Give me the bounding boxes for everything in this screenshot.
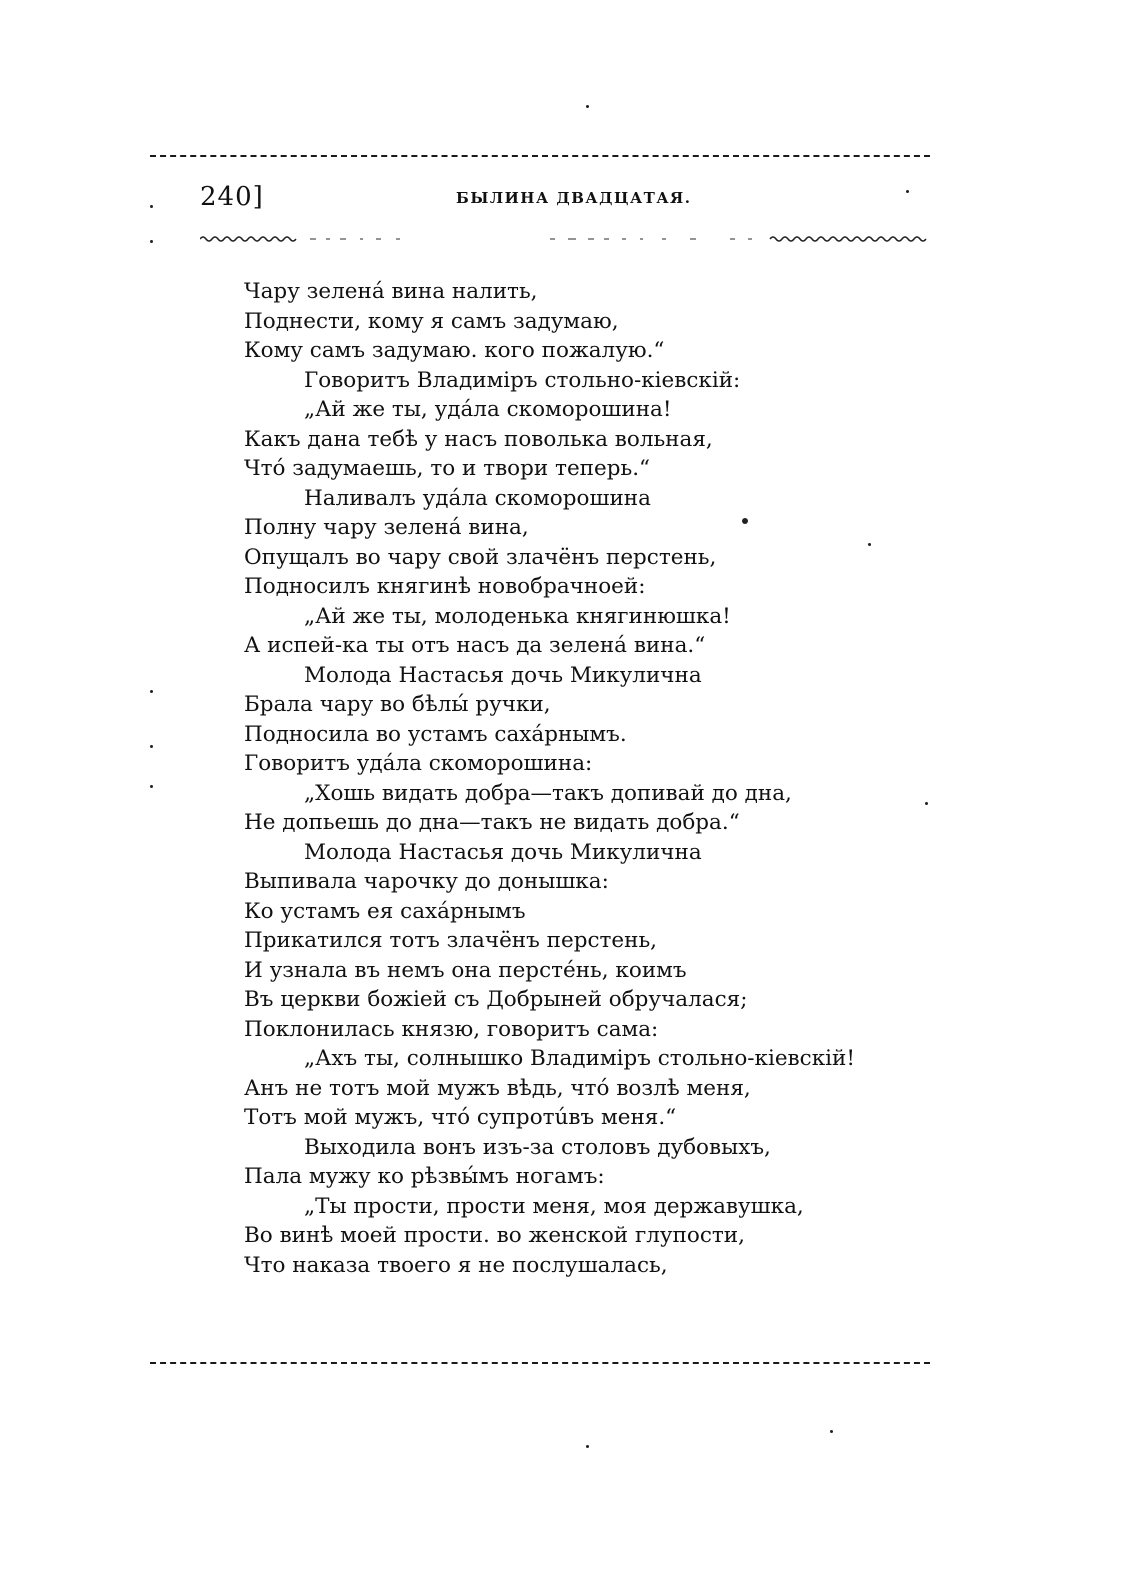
page-number: 240] [200, 182, 264, 212]
verse-line: Молода Настасья дочь Микулична [304, 662, 702, 688]
margin-speck [742, 518, 748, 524]
verse-line: Во винѣ моей прости. во женской глупости, [244, 1223, 745, 1248]
verse-line: Выпивала чарочку до донышка: [244, 869, 609, 894]
verse-line: Опущалъ во чару свой злачёнъ перстень, [244, 544, 717, 570]
verse-line: Какъ дана тебѣ у насъ поволька вольная, [244, 426, 713, 452]
margin-speck [150, 240, 153, 243]
verse-line: Пала мужу ко рѣзвы́мъ ногамъ: [244, 1164, 605, 1189]
verse-line: Говоритъ Владимiръ стольно-кiевскiй: [304, 367, 741, 393]
verse-line: А испей-ка ты отъ насъ да зеленá вина.“ [244, 633, 706, 658]
margin-speck [586, 105, 589, 108]
verse-line: „Ты прости, прости меня, моя державушка, [304, 1193, 804, 1219]
verse-line: Полну чару зеленá вина, [244, 515, 529, 540]
verse-line: Кому самъ задумаю. кого пожалую.“ [244, 338, 665, 363]
verse-line: Подносилъ княгинѣ новобрачноей: [244, 574, 646, 599]
verse-line: Брала чару во бѣлы́ ручки, [244, 692, 551, 717]
wavy-ornament-rule [200, 234, 928, 244]
verse-line: Анъ не тотъ мой мужъ вѣдь, чтó возлѣ меня, [244, 1075, 751, 1101]
margin-speck [150, 745, 153, 748]
running-title: БЫЛИНА ДВАДЦАТАЯ. [456, 189, 692, 207]
margin-speck [150, 785, 153, 788]
verse-line: Молода Настасья дочь Микулична [304, 839, 702, 865]
verse-line: Чтó задумаешь, то и твори теперь.“ [244, 456, 651, 481]
verse-line: Тотъ мой мужъ, чтó супротúвъ меня.“ [244, 1105, 677, 1130]
verse-line: „Хошь видать добра—такъ допивай до дна, [304, 780, 792, 806]
verse-line: Наливалъ удáла скоморошина [304, 485, 651, 511]
verse-line: Поднести, кому я самъ задумаю, [244, 308, 619, 334]
margin-speck [150, 205, 153, 208]
verse-line: Подносила во устамъ сахáрнымъ. [244, 721, 627, 747]
top-rule [150, 155, 930, 157]
verse-line: И узнала въ немъ она перстéнь, коимъ [244, 957, 687, 983]
margin-speck [868, 543, 871, 546]
verse-line: Въ церкви божiей съ Добрыней обручалася; [244, 987, 748, 1012]
margin-speck [925, 802, 928, 805]
verse-line: Выходила вонъ изъ-за столовъ дубовыхъ, [304, 1134, 771, 1160]
verse-line: Говоритъ удáла скоморошина: [244, 751, 593, 776]
margin-speck [830, 1430, 833, 1433]
verse-line: „Ахъ ты, солнышко Владимiръ стольно-кiевскiй! [304, 1046, 855, 1071]
verse-line: Поклонилась князю, говоритъ сама: [244, 1016, 659, 1042]
verse-line: „Ай же ты, удáла скоморошина! [304, 397, 672, 422]
verse-line: Не допьешь до дна—такъ не видать добра.“ [244, 810, 740, 835]
verse-line: Прикатился тотъ злачёнъ перстень, [244, 928, 657, 953]
verse-text [244, 277, 944, 1280]
verse-line: Чару зеленá вина налить, [244, 279, 538, 304]
verse-line: „Ай же ты, молоденька княгинюшка! [304, 603, 731, 629]
verse-line: Ко устамъ ея сахáрнымъ [244, 898, 526, 924]
margin-speck [150, 690, 153, 693]
margin-speck [906, 190, 909, 193]
verse-line: Что наказа твоего я не послушалась, [244, 1252, 668, 1278]
margin-speck [586, 1445, 589, 1448]
bottom-rule [150, 1362, 930, 1364]
